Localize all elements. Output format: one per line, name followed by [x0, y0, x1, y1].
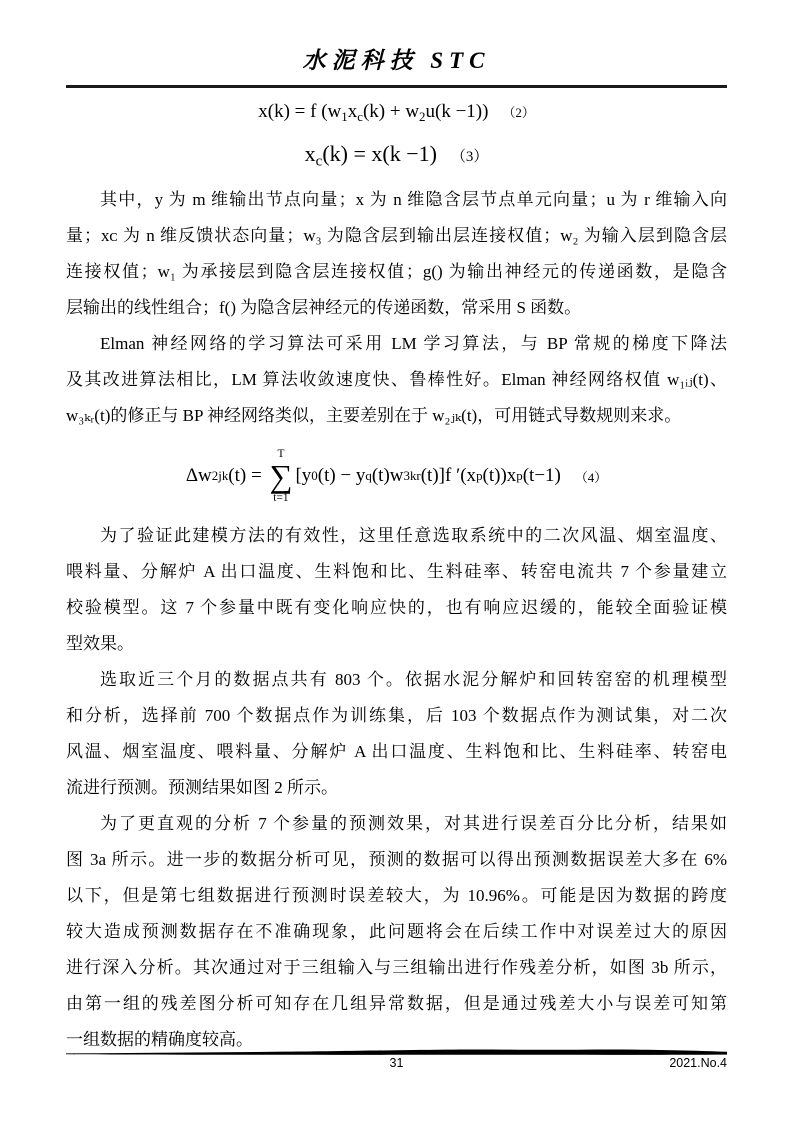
- sigma-glyph: ∑: [269, 458, 293, 495]
- page-body: [66, 92, 727, 1058]
- formula-token: (t−1): [522, 465, 561, 487]
- paragraph-elman-lm-algorithm-line: Elman 神经网络的学习算法可采用 LM 学习算法，与 BP 常规的梯度下降法: [100, 334, 727, 354]
- formula-token: (t))x: [482, 465, 517, 487]
- journal-title: 水泥科技 STC: [302, 48, 491, 73]
- paragraph-model-validation-parameters-line: 喂料量、分解炉 A 出口温度、生料饱和比、生料硅率、转窑电流共 7 个参量建立: [66, 562, 727, 582]
- paragraph-dataset-description-line: 流进行预测。预测结果如图 2 所示。: [66, 778, 338, 798]
- header-rule: [66, 85, 727, 88]
- formula-token: c: [357, 108, 363, 124]
- paragraph-variable-definitions-line: 层输出的线性组合；f() 为隐含层神经元的传递函数，常采用 S 函数。: [66, 298, 582, 318]
- paragraph-elman-lm-algorithm-line: 及其改进算法相比，LM 算法收敛速度快、鲁棒性好。Elman 神经网络权值 w₁ᵢⱼ(t)、: [66, 370, 727, 390]
- equation-4: [66, 434, 727, 518]
- issue-label: 2021.No.4: [669, 1056, 727, 1070]
- formula-token: x: [347, 101, 358, 122]
- equation-2: [66, 96, 727, 133]
- paragraph-dataset-description-line: 和分析，选择前 700 个数据点作为训练集，后 103 个数据点作为测试集，对二次: [66, 706, 727, 726]
- paragraph-elman-lm-algorithm-line: w₃ₖᵣ(t)的修正与 BP 神经网络类似，主要差别在于 w₂ⱼₖ(t)，可用链式导数规则来求。: [66, 406, 682, 426]
- paragraph-variable-definitions-line: 量；xᴄ 为 n 维反馈状态向量；w₃ 为隐含层到输出层连接权值；w₂ 为输入层到隐含层: [66, 226, 727, 246]
- sum-upper-limit: T: [277, 448, 285, 461]
- page-number: 31: [389, 1056, 404, 1070]
- paragraph-error-and-residual-analysis-line: 较大造成预测数据存在不准确现象，此问题将会在后续工作中对误差过大的原因: [66, 922, 727, 942]
- formula-token: Δw: [185, 465, 212, 487]
- paragraph-model-validation-parameters-line: 型效果。: [66, 634, 134, 654]
- formula-token: p: [476, 468, 483, 484]
- formula-token: [y: [295, 465, 312, 487]
- formula-token: p: [516, 468, 523, 484]
- paragraph-error-and-residual-analysis-line: 进行深入分析。其次通过对于三组输入与三组输出进行作残差分析，如图 3b 所示，: [66, 958, 727, 978]
- formula-token: 1: [341, 108, 348, 124]
- formula-token: 3kr: [403, 468, 421, 484]
- formula-token: (k) + w: [362, 101, 420, 122]
- sum-lower-limit: t=1: [273, 491, 289, 504]
- paragraph-error-and-residual-analysis-line: 以下，但是第七组数据进行预测时误差较大，为 10.96%。可能是因为数据的跨度: [66, 886, 727, 906]
- formula-token: 2jk: [211, 468, 229, 484]
- equation-number: （2）: [502, 105, 535, 120]
- formula-token: x(k) = f (w: [258, 101, 342, 122]
- summation-symbol: [269, 448, 292, 504]
- paragraph-variable-definitions-line: 连接权值；w₁ 为承接层到隐含层连接权值；g() 为输出神经元的传递函数，是隐含: [66, 262, 727, 282]
- formula-token: q: [365, 468, 372, 484]
- formula-token: c: [315, 153, 323, 170]
- paragraph-error-and-residual-analysis-line: 一组数据的精确度较高。: [66, 1030, 253, 1050]
- formula-token: (t)]f ′(x: [420, 465, 477, 487]
- paragraph-dataset-description-line: 风温、烟室温度、喂料量、分解炉 A 出口温度、生料饱和比、生料硅率、转窑电: [66, 742, 727, 762]
- paragraph-error-and-residual-analysis-line: 由第一组的残差图分析可知存在几组异常数据，但是通过残差大小与误差可知第: [66, 994, 727, 1014]
- paragraph-error-and-residual-analysis-line: 图 3a 所示。进一步的数据分析可见，预测的数据可以得出预测数据误差大多在 6%: [66, 850, 727, 870]
- footer-rule: [66, 1047, 727, 1056]
- formula-token: (k) = x(k −1): [322, 140, 437, 166]
- equation-number: （4）: [574, 469, 608, 485]
- formula-token: (t)w: [371, 465, 404, 487]
- formula-token: (t) =: [228, 465, 267, 487]
- equation-3: [66, 133, 727, 182]
- paragraph-error-and-residual-analysis-line: 为了更直观的分析 7 个参量的预测效果，对其进行误差百分比分析，结果如: [100, 814, 727, 834]
- paragraph-model-validation-parameters-line: 校验模型。这 7 个参量中既有变化响应快的，也有响应迟缓的，能较全面验证模: [66, 598, 727, 618]
- formula-token: 0: [311, 468, 318, 484]
- formula-token: (t) − y: [317, 465, 366, 487]
- formula-token: u(k −1)): [425, 101, 489, 122]
- equation-number: （3）: [450, 148, 489, 165]
- formula-token: 2: [419, 108, 426, 124]
- paragraph-dataset-description-line: 选取近三个月的数据点共有 803 个。依据水泥分解炉和回转窑窑的机理模型: [100, 670, 727, 690]
- paragraph-variable-definitions-line: 其中，y 为 m 维输出节点向量；x 为 n 维隐含层节点单元向量；u 为 r 维输入向: [100, 190, 727, 210]
- paragraph-model-validation-parameters-line: 为了验证此建模方法的有效性，这里任意选取系统中的二次风温、烟室温度、: [100, 526, 727, 546]
- formula-token: x: [304, 140, 316, 166]
